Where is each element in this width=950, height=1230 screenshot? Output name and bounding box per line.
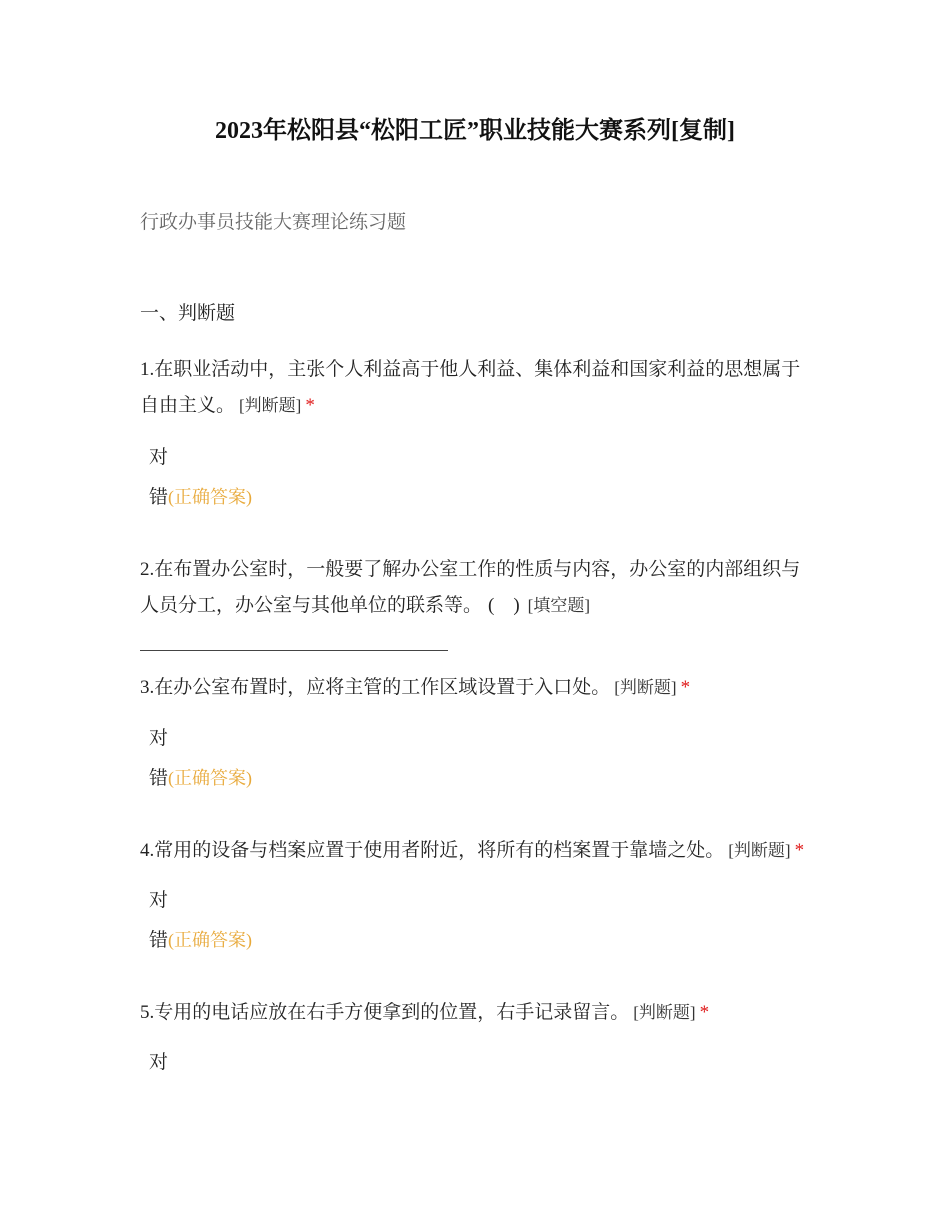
option-label: 对: [149, 447, 169, 468]
question-type-label: [判断题]: [614, 678, 677, 697]
option-false[interactable]: [149, 763, 252, 790]
section-heading: 一、判断题: [140, 303, 236, 324]
question-text: 1.在职业活动中，主张个人利益高于他人利益、集体利益和国家利益的思想属于自由主义。: [140, 359, 801, 416]
option-true[interactable]: [149, 723, 168, 750]
required-mark: *: [699, 1002, 710, 1023]
question-type-label: [填空题]: [527, 596, 590, 615]
correct-answer-tag: (正确答案): [168, 487, 253, 507]
required-mark: *: [680, 677, 691, 698]
option-false[interactable]: [149, 925, 252, 952]
question-2: [140, 552, 812, 624]
required-mark: *: [305, 395, 315, 416]
question-5: [140, 995, 812, 1031]
option-label: 对: [149, 890, 169, 911]
required-mark: *: [794, 840, 805, 861]
question-text: 5.专用的电话应放在右手方便拿到的位置，右手记录留言。: [140, 1002, 630, 1023]
question-text: 3.在办公室布置时，应将主管的工作区域设置于入口处。: [140, 677, 611, 698]
question-text: 4.常用的设备与档案应置于使用者附近，将所有的档案置于靠墙之处。: [140, 840, 725, 861]
fill-in-blank-line[interactable]: [140, 650, 448, 651]
question-type-label: [判断题]: [239, 396, 302, 415]
option-label: 错: [149, 768, 169, 789]
correct-answer-tag: (正确答案): [168, 768, 253, 788]
option-label: 对: [149, 1052, 169, 1073]
question-4: [140, 833, 812, 869]
option-true[interactable]: [149, 442, 168, 469]
option-label: 对: [149, 728, 169, 749]
question-1: [140, 352, 812, 424]
question-type-label: [判断题]: [633, 1003, 696, 1022]
document-title: 2023年松阳县“松阳工匠”职业技能大赛系列[复制]: [215, 118, 735, 144]
question-text: 2.在布置办公室时，一般要了解办公室工作的性质与内容，办公室的内部组织与人员分工，办公室与其他单位的联系等。: [140, 559, 801, 616]
correct-answer-tag: (正确答案): [168, 930, 253, 950]
question-3: [140, 670, 812, 706]
question-type-label: [判断题]: [728, 841, 791, 860]
option-label: 错: [149, 930, 169, 951]
option-label: 错: [149, 487, 169, 508]
answer-parentheses: ( ): [488, 595, 520, 616]
option-false[interactable]: [149, 482, 252, 509]
option-true[interactable]: [149, 1047, 168, 1074]
document-subtitle: 行政办事员技能大赛理论练习题: [140, 212, 407, 233]
option-true[interactable]: [149, 885, 168, 912]
